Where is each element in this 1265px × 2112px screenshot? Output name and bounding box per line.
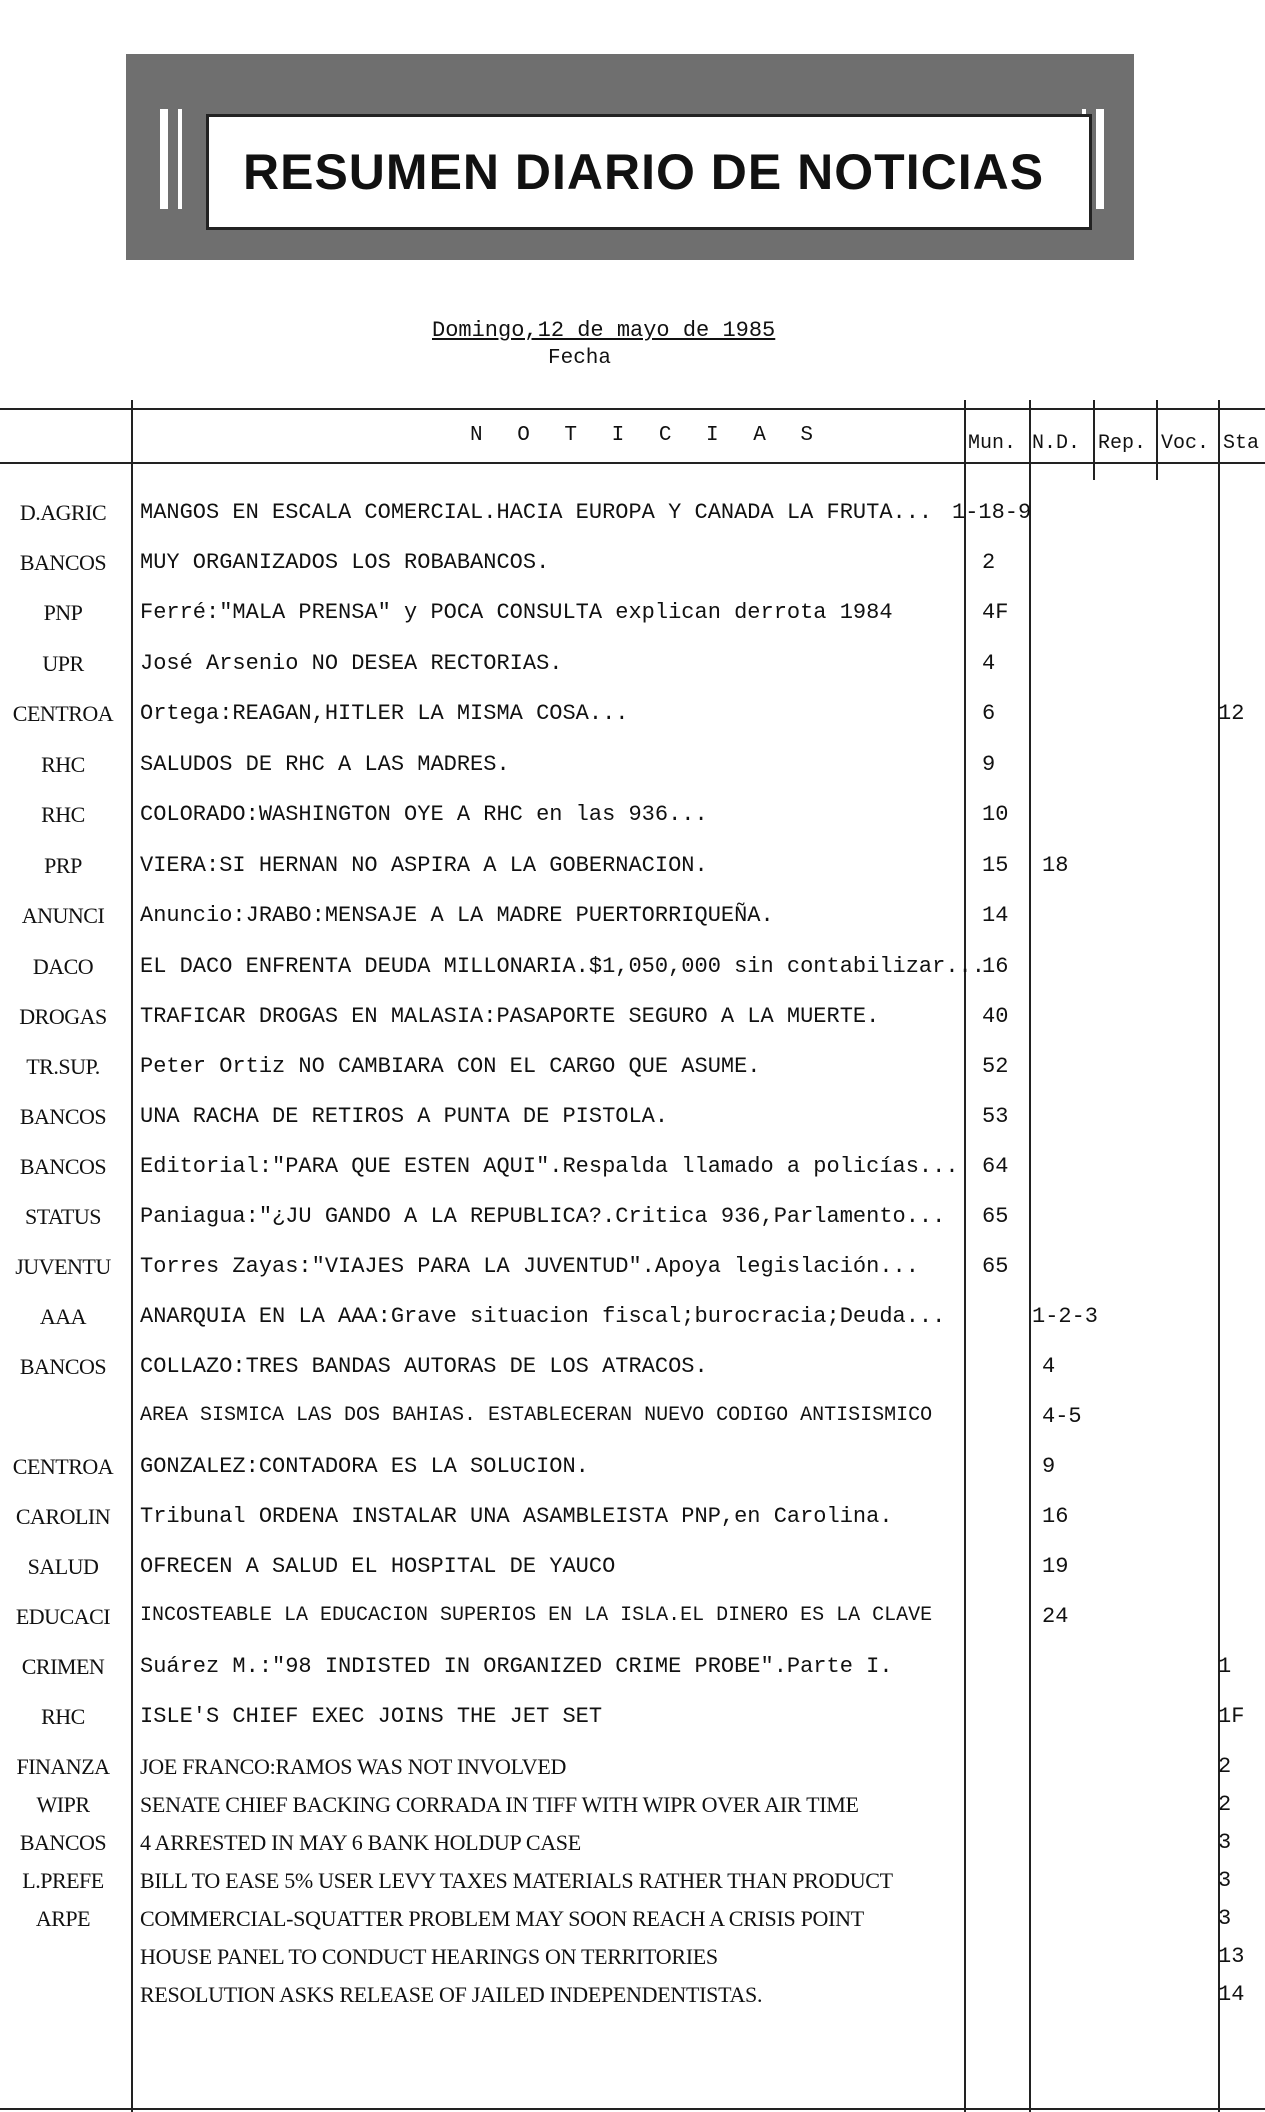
category-cell: BANCOS [19, 1104, 107, 1129]
table-row [0, 1196, 1265, 1236]
headline-cell: AREA SISMICA LAS DOS BAHIAS. ESTABLECERAN NUEVO CODIGO ANTISISMICO [140, 1404, 933, 1427]
header-banner [126, 54, 1134, 260]
table-row [0, 1296, 1265, 1336]
banner-stripe [1096, 109, 1104, 209]
table-row [0, 1096, 1265, 1136]
nd-page-cell: 4-5 [1042, 1404, 1082, 1429]
headline-cell: JOE FRANCO:RAMOS WAS NOT INVOLVED [140, 1754, 567, 1779]
category-cell: ANUNCI [21, 903, 105, 928]
table-row [0, 1936, 1265, 1976]
nd-page-cell: 4 [1042, 1354, 1056, 1379]
sta-page-cell: 3 [1218, 1868, 1232, 1893]
headline-cell: SENATE CHIEF BACKING CORRADA IN TIFF WITH WIPR OVER AIR TIME [140, 1792, 859, 1817]
headline-cell: Paniagua:"¿JU GANDO A LA REPUBLICA?.Critica 936,Parlamento... [140, 1204, 946, 1229]
mun-page-cell: 15 [982, 853, 1009, 878]
sta-page-cell: 3 [1218, 1830, 1232, 1855]
sta-page-cell: 12 [1218, 701, 1245, 726]
category-cell: FINANZA [16, 1754, 110, 1779]
nd-page-cell: 9 [1042, 1454, 1056, 1479]
headline-cell: Torres Zayas:"VIAJES PARA LA JUVENTUD".Apoya legislación... [140, 1254, 919, 1279]
headline-cell: VIERA:SI HERNAN NO ASPIRA A LA GOBERNACION. [140, 853, 708, 878]
headline-cell: EL DACO ENFRENTA DEUDA MILLONARIA.$1,050,000 sin contabilizar... [140, 954, 985, 979]
mun-page-cell: 53 [982, 1104, 1009, 1129]
headline-cell: Suárez M.:"98 INDISTED IN ORGANIZED CRIME PROBE".Parte I. [140, 1654, 893, 1679]
category-cell: AAA [39, 1304, 87, 1329]
table-row [0, 1860, 1265, 1900]
category-cell: BANCOS [19, 1830, 107, 1855]
column-header-nd: N.D. [1032, 432, 1081, 455]
category-cell: TR.SUP. [26, 1054, 100, 1079]
headline-cell: BILL TO EASE 5% USER LEVY TAXES MATERIALS RATHER THAN PRODUCT [140, 1868, 893, 1893]
headline-cell: Ferré:"MALA PRENSA" y POCA CONSULTA explican derrota 1984 [140, 600, 893, 625]
category-cell: JUVENTU [15, 1254, 111, 1279]
table-row [0, 1496, 1265, 1536]
sta-page-cell: 2 [1218, 1792, 1232, 1817]
table-top-rule [0, 408, 1265, 410]
headline-cell: GONZALEZ:CONTADORA ES LA SOLUCION. [140, 1454, 589, 1479]
column-header-rep: Rep. [1098, 432, 1147, 455]
category-cell: CENTROA [12, 1454, 114, 1479]
mun-page-cell: 14 [982, 903, 1009, 928]
table-row [0, 492, 1265, 532]
sta-page-cell: 3 [1218, 1906, 1232, 1931]
headline-cell: HOUSE PANEL TO CONDUCT HEARINGS ON TERRITORIES [140, 1944, 718, 1969]
headline-cell: ISLE'S CHIEF EXEC JOINS THE JET SET [140, 1704, 603, 1729]
table-row [0, 1146, 1265, 1186]
sta-page-cell: 14 [1218, 1982, 1245, 2007]
page-title: RESUMEN DIARIO DE NOTICIAS [243, 144, 1045, 200]
table-row [0, 1822, 1265, 1862]
table-row [0, 1396, 1265, 1436]
column-header-noticias: N O T I C I A S [470, 424, 825, 447]
category-cell: RHC [41, 1704, 85, 1729]
table-row [0, 1784, 1265, 1824]
column-header-sta: Sta [1223, 432, 1260, 455]
table-row [0, 1346, 1265, 1386]
category-cell: STATUS [25, 1204, 101, 1229]
mun-page-cell: 4F [982, 600, 1009, 625]
category-cell: PNP [43, 600, 83, 625]
category-cell: RHC [41, 802, 85, 827]
sta-page-cell: 1F [1218, 1704, 1245, 1729]
nd-page-cell: 24 [1042, 1604, 1069, 1629]
category-cell: DROGAS [19, 1004, 107, 1029]
table-row [0, 1246, 1265, 1286]
mun-page-cell: 1-18-9 [952, 500, 1032, 525]
mun-page-cell: 65 [982, 1204, 1009, 1229]
headline-cell: MUY ORGANIZADOS LOS ROBABANCOS. [140, 550, 550, 575]
mun-page-cell: 10 [982, 802, 1009, 827]
table-row [0, 895, 1265, 935]
headline-cell: ANARQUIA EN LA AAA:Grave situacion fiscal;burocracia;Deuda... [140, 1304, 946, 1329]
category-cell: WIPR [36, 1792, 90, 1817]
table-row [0, 1446, 1265, 1486]
table-row [0, 1898, 1265, 1938]
table-row [0, 1646, 1265, 1686]
headline-cell: SALUDOS DE RHC A LAS MADRES. [140, 752, 510, 777]
category-cell: CAROLIN [15, 1504, 111, 1529]
headline-cell: Tribunal ORDENA INSTALAR UNA ASAMBLEISTA PNP,en Carolina. [140, 1504, 893, 1529]
headline-cell: Ortega:REAGAN,HITLER LA MISMA COSA... [140, 701, 629, 726]
category-cell: PRP [44, 853, 82, 878]
report-date: Domingo,12 de mayo de 1985 [432, 318, 776, 343]
nd-page-cell: 18 [1042, 853, 1069, 878]
banner-stripe [178, 109, 182, 209]
table-row [0, 1746, 1265, 1786]
mun-page-cell: 16 [982, 954, 1009, 979]
mun-page-cell: 64 [982, 1154, 1009, 1179]
category-cell: EDUCACI [15, 1604, 111, 1629]
category-cell: BANCOS [19, 1354, 107, 1379]
headline-cell: Editorial:"PARA QUE ESTEN AQUI".Respalda llamado a policías... [140, 1154, 959, 1179]
mun-page-cell: 40 [982, 1004, 1009, 1029]
column-divider [1093, 400, 1095, 480]
column-header-mun: Mun. [968, 432, 1017, 455]
table-row [0, 1546, 1265, 1586]
sta-page-cell: 13 [1218, 1944, 1245, 1969]
category-cell: D.AGRIC [19, 500, 107, 525]
table-row [0, 1696, 1265, 1736]
headline-cell: Anuncio:JRABO:MENSAJE A LA MADRE PUERTORRIQUEÑA. [140, 903, 774, 928]
category-cell: RHC [41, 752, 85, 777]
page-bottom-rule [0, 2108, 1265, 2110]
nd-page-cell: 1-2-3 [1032, 1304, 1099, 1329]
table-row [0, 946, 1265, 986]
table-row [0, 794, 1265, 834]
category-cell: SALUD [27, 1554, 99, 1579]
nd-page-cell: 19 [1042, 1554, 1069, 1579]
table-row [0, 1596, 1265, 1636]
table-row [0, 643, 1265, 683]
mun-page-cell: 6 [982, 701, 996, 726]
category-cell: DACO [32, 954, 94, 979]
table-row [0, 845, 1265, 885]
table-row [0, 1974, 1265, 2014]
headline-cell: RESOLUTION ASKS RELEASE OF JAILED INDEPENDENTISTAS. [140, 1982, 763, 2007]
category-cell: L.PREFE [22, 1868, 104, 1893]
date-label: Fecha [548, 347, 612, 370]
sta-page-cell: 2 [1218, 1754, 1232, 1779]
headline-cell: INCOSTEABLE LA EDUCACION SUPERIOS EN LA ISLA.EL DINERO ES LA CLAVE [140, 1604, 933, 1627]
headline-cell: UNA RACHA DE RETIROS A PUNTA DE PISTOLA. [140, 1104, 669, 1129]
table-row [0, 592, 1265, 632]
headline-cell: TRAFICAR DROGAS EN MALASIA:PASAPORTE SEGURO A LA MUERTE. [140, 1004, 880, 1029]
headline-cell: MANGOS EN ESCALA COMERCIAL.HACIA EUROPA Y CANADA LA FRUTA... [140, 500, 933, 525]
column-header-voc: Voc. [1161, 432, 1210, 455]
title-box [206, 114, 1092, 230]
headline-cell: OFRECEN A SALUD EL HOSPITAL DE YAUCO [140, 1554, 616, 1579]
column-divider [1156, 400, 1158, 480]
category-cell: CENTROA [12, 701, 114, 726]
mun-page-cell: 9 [982, 752, 996, 777]
category-cell: UPR [42, 651, 84, 676]
table-row [0, 996, 1265, 1036]
table-row [0, 1046, 1265, 1086]
headline-cell: José Arsenio NO DESEA RECTORIAS. [140, 651, 563, 676]
category-cell: BANCOS [19, 1154, 107, 1179]
headline-cell: 4 ARRESTED IN MAY 6 BANK HOLDUP CASE [140, 1830, 581, 1855]
table-row [0, 542, 1265, 582]
sta-page-cell: 1 [1218, 1654, 1232, 1679]
nd-page-cell: 16 [1042, 1504, 1069, 1529]
headline-cell: COLORADO:WASHINGTON OYE A RHC en las 936... [140, 802, 708, 827]
headline-cell: Peter Ortiz NO CAMBIARA CON EL CARGO QUE ASUME. [140, 1054, 761, 1079]
mun-page-cell: 52 [982, 1054, 1009, 1079]
mun-page-cell: 4 [982, 651, 996, 676]
table-row [0, 744, 1265, 784]
banner-stripe [160, 109, 168, 209]
table-row [0, 693, 1265, 733]
headline-cell: COMMERCIAL-SQUATTER PROBLEM MAY SOON REACH A CRISIS POINT [140, 1906, 864, 1931]
category-cell: ARPE [35, 1906, 91, 1931]
headline-cell: COLLAZO:TRES BANDAS AUTORAS DE LOS ATRACOS. [140, 1354, 708, 1379]
category-cell: BANCOS [19, 550, 107, 575]
header-bottom-rule [0, 462, 1265, 464]
mun-page-cell: 2 [982, 550, 996, 575]
category-cell: CRIMEN [21, 1654, 105, 1679]
mun-page-cell: 65 [982, 1254, 1009, 1279]
